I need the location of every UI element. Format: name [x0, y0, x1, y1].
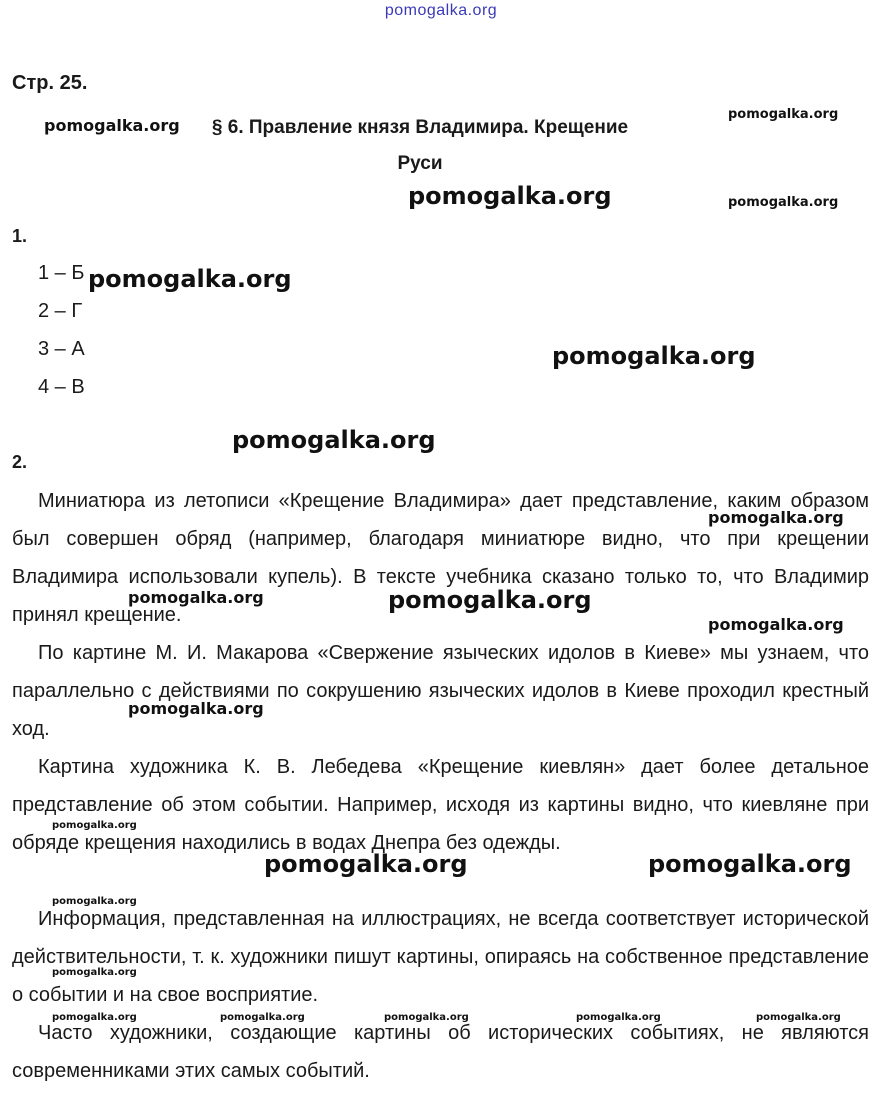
watermark: pomogalka.org — [388, 586, 592, 614]
answer-item: 4 – В — [38, 376, 85, 398]
answer-item: 2 – Г — [38, 300, 83, 322]
header-watermark: pomogalka.org — [384, 2, 498, 19]
paragraph-makarov: По картине М. И. Макарова «Свержение языческих идолов в Киеве» мы узнаем, что параллельно с действиями по сокрушению языческих идолов в Киеве проходил крестный ход. — [12, 642, 869, 740]
watermark: pomogalka.org — [728, 107, 839, 122]
watermark: pomogalka.org — [232, 426, 436, 454]
watermark: pomogalka.org — [708, 508, 844, 527]
watermark: pomogalka.org — [264, 850, 468, 878]
watermark: pomogalka.org — [128, 588, 264, 607]
watermark: pomogalka.org — [728, 195, 839, 210]
answer-item: 1 – Б — [38, 262, 85, 284]
paragraph-lebedev: Картина художника К. В. Лебедева «Крещение киевлян» дает более детальное представление об этом событии. Например, исходя из картины видно, что киевляне при обряде крещения находились в водах Днепра без одежды. — [12, 756, 869, 854]
watermark: pomogalka.org — [648, 850, 852, 878]
question-2-number: 2. — [12, 452, 28, 472]
page-label: Стр. 25. — [12, 72, 88, 94]
answer-item: 3 – А — [38, 338, 85, 360]
watermark: pomogalka.org — [52, 820, 137, 831]
paragraph-miniature: Миниатюра из летописи «Крещение Владимира» дает представление, каким образом был совершен обряд (например, благодаря миниатюре видно, что при крещении Владимира использовали купель). В тексте учебника сказано только то, что Владимир принял крещение. — [12, 490, 869, 626]
section-title: § 6. Правление князя Владимира. Крещение Руси — [211, 117, 629, 174]
watermark: pomogalka.org — [756, 1012, 841, 1023]
watermark: pomogalka.org — [552, 342, 756, 370]
watermark: pomogalka.org — [52, 896, 137, 907]
watermark: pomogalka.org — [88, 265, 292, 293]
paragraph-illustrations: Информация, представленная на иллюстрациях, не всегда соответствует исторической действительности, т. к. художники пишут картины, опираясь на собственное представление о событии и на свое восприятие. — [12, 908, 869, 1006]
question-1-number: 1. — [12, 226, 28, 246]
watermark: pomogalka.org — [52, 967, 137, 978]
watermark: pomogalka.org — [220, 1012, 305, 1023]
watermark: pomogalka.org — [408, 182, 612, 210]
paragraph-contemporaries: Часто художники, создающие картины об исторических событиях, не являются современниками этих самых событий. — [12, 1022, 869, 1082]
watermark: pomogalka.org — [576, 1012, 661, 1023]
watermark: pomogalka.org — [708, 615, 844, 634]
watermark: pomogalka.org — [52, 1012, 137, 1023]
watermark: pomogalka.org — [44, 116, 180, 135]
watermark: pomogalka.org — [384, 1012, 469, 1023]
watermark: pomogalka.org — [128, 699, 264, 718]
